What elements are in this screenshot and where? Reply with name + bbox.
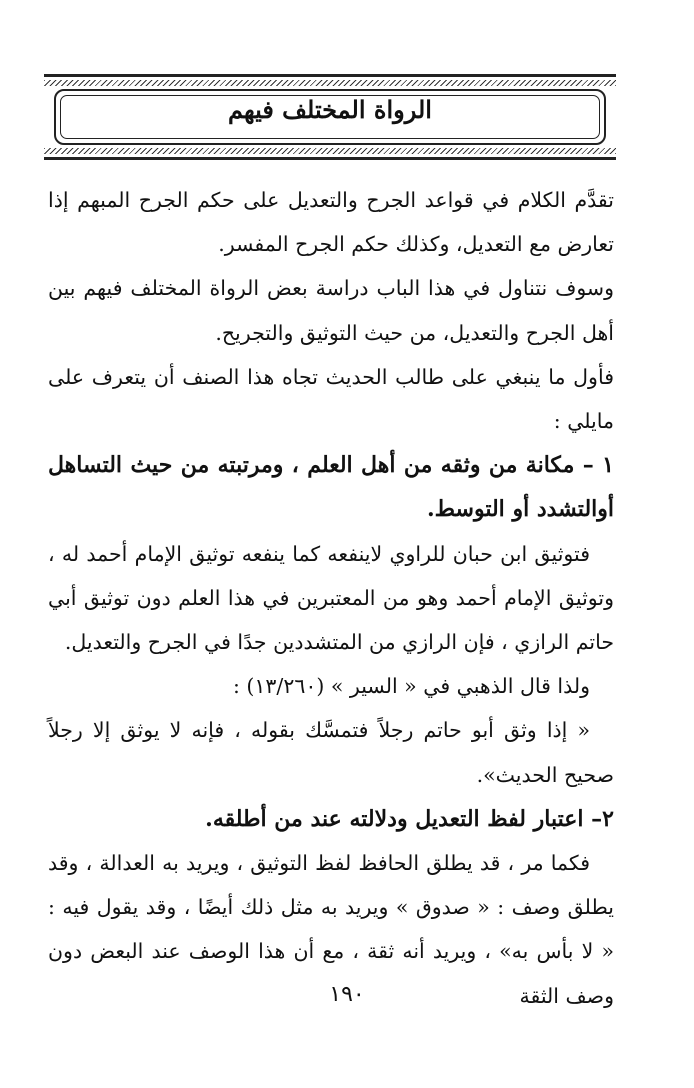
- body-text: [48, 178, 614, 1018]
- section-heading-1: ١ – مكانة من وثقه من أهل العلم ، ومرتبته من حيث التساهل أوالتشدد أو التوسط.: [48, 452, 614, 523]
- paragraph-tawthiq-usage: فكما مر ، قد يطلق الحافظ لفظ التوثيق ، ويريد به العدالة ، وقد يطلق وصف : « صدوق » ويريد به مثل ذلك أيضًا ، وقد يقول فيه : « لا بأس به» ، ويريد أنه ثقة ، مع أن هذا الوصف عند البعض دون وصف الثقة: [48, 851, 614, 1008]
- page-number: ١٩٠: [329, 982, 365, 1007]
- paragraph-chapter-scope: وسوف نتناول في هذا الباب دراسة بعض الرواة المختلف فيهم بين أهل الجرح والتعديل، من حيث التوثيق والتجريح.: [48, 276, 614, 345]
- chapter-title: الرواة المختلف فيهم: [228, 95, 432, 124]
- paragraph-ibn-hibban: فتوثيق ابن حبان للراوي لاينفعه كما ينفعه توثيق الإمام أحمد له ، وتوثيق الإمام أحمد وهو من المعتبرين في هذا العلم دون توثيق أبي حاتم الرازي ، فإن الرازي من المتشددين جدًا في الجرح والتعديل.: [48, 541, 614, 655]
- paragraph-intro: تقدَّم الكلام في قواعد الجرح والتعديل على حكم الجرح المبهم إذا تعارض مع التعديل، وكذلك حكم الجرح المفسر.: [48, 188, 614, 257]
- paragraph-dhahabi-quote-intro: ولذا قال الذهبي في « السير » (١٣/٢٦٠) :: [232, 674, 590, 699]
- title-frame: [44, 74, 616, 160]
- section-heading-2: ٢– اعتبار لفظ التعديل ودلالته عند من أطلقه.: [205, 805, 614, 832]
- quote-abu-hatim: « إذا وثق أبو حاتم رجلاً فتمسَّك بقوله ، فإنه لا يوثق إلا رجلاً صحيح الحديث».: [48, 718, 614, 787]
- paragraph-first-steps: فأول ما ينبغي على طالب الحديث تجاه هذا الصنف أن يتعرف على مايلي :: [48, 364, 614, 434]
